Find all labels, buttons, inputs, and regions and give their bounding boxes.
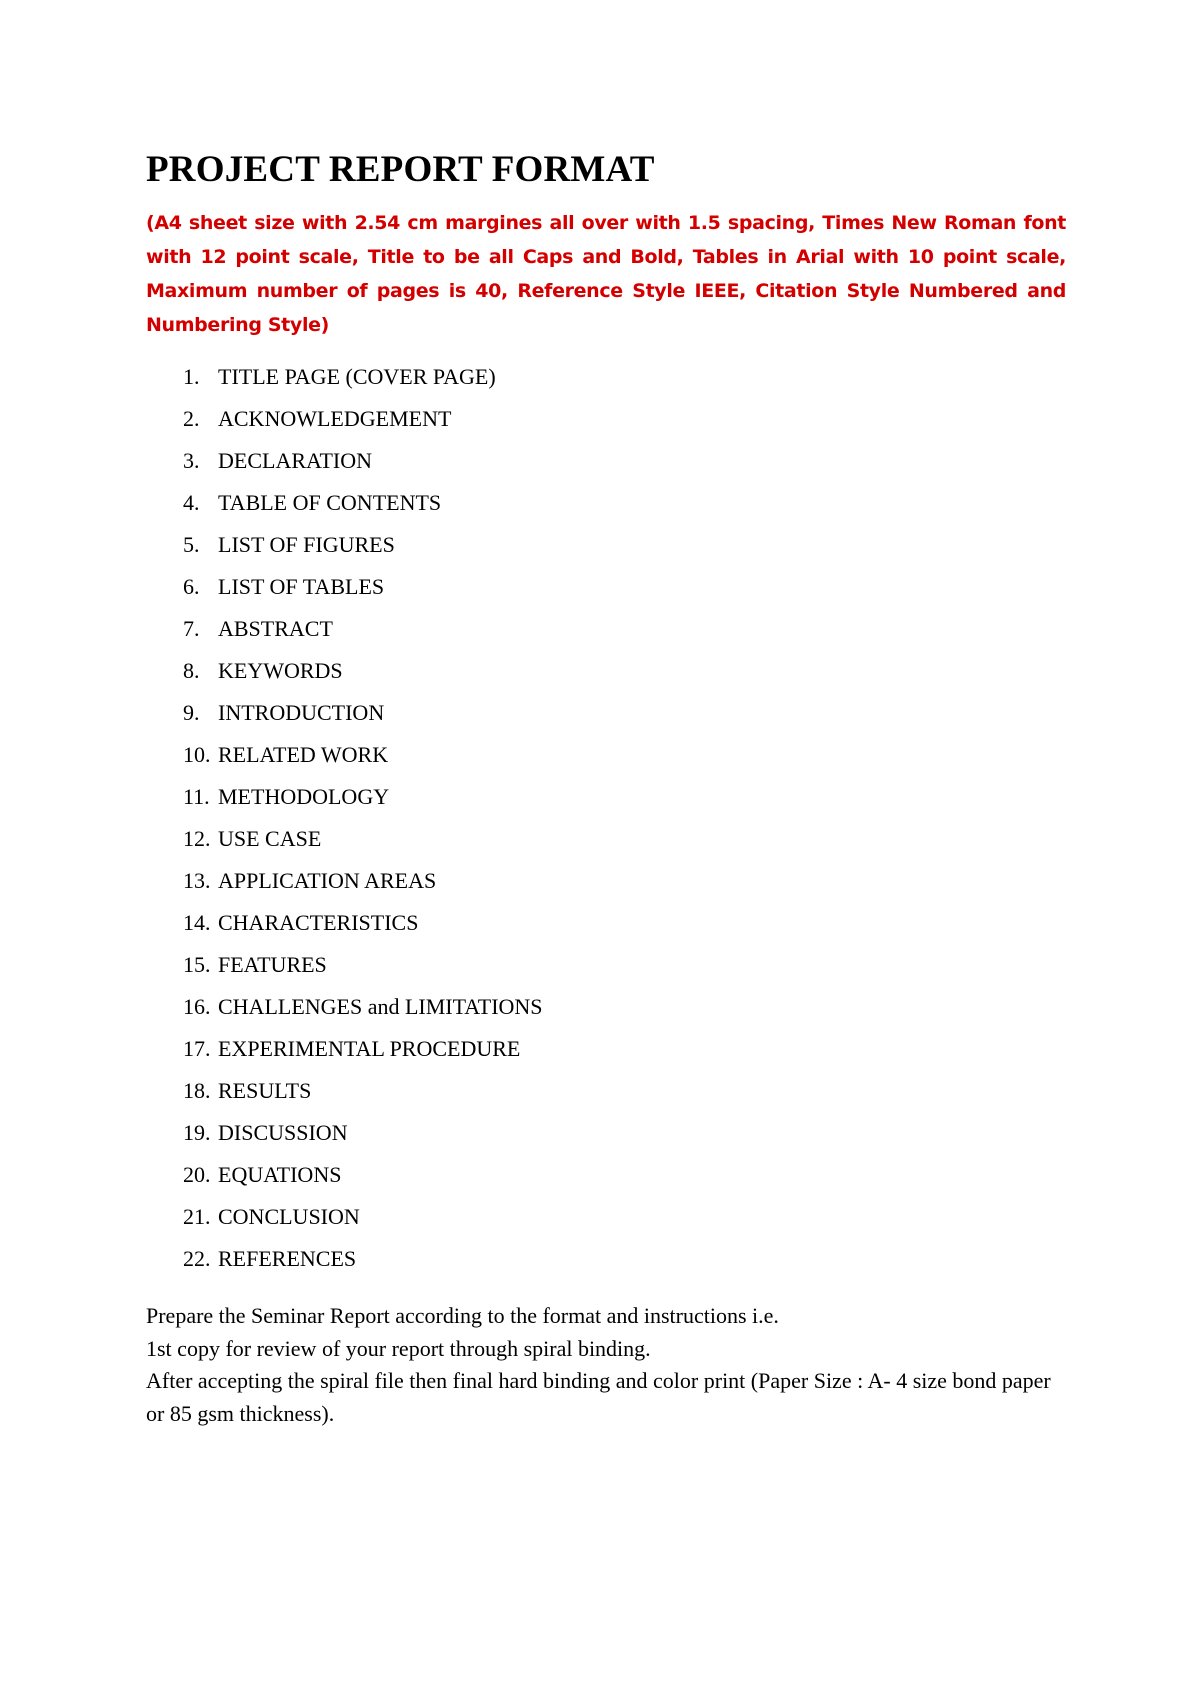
item-number: 20. xyxy=(183,1162,211,1187)
format-specifications: (A4 sheet size with 2.54 cm margines all over with 1.5 spacing, Times New Roman font with 12 point scale, Title to be all Caps and Bold, Tables in Arial with 10 point scale, Maximum number of pages is 40, Reference Style IEEE, Citation Style Numbered and Numbering Style) xyxy=(146,212,1066,336)
list-item xyxy=(146,1238,1066,1280)
item-label: CONCLUSION xyxy=(218,1204,360,1229)
page-title: PROJECT REPORT FORMAT xyxy=(146,149,655,190)
item-label: RELATED WORK xyxy=(218,742,389,767)
item-number: 1. xyxy=(183,364,200,389)
list-item xyxy=(146,1070,1066,1112)
list-item xyxy=(146,524,1066,566)
item-label: USE CASE xyxy=(218,826,322,851)
list-item xyxy=(146,1028,1066,1070)
list-item xyxy=(146,860,1066,902)
item-number: 2. xyxy=(183,406,200,431)
item-label: CHARACTERISTICS xyxy=(218,910,419,935)
item-number: 6. xyxy=(183,574,200,599)
item-label: LIST OF FIGURES xyxy=(218,532,395,557)
list-item xyxy=(146,692,1066,734)
list-item xyxy=(146,944,1066,986)
list-item xyxy=(146,734,1066,776)
item-number: 12. xyxy=(183,826,211,851)
item-label: CHALLENGES and LIMITATIONS xyxy=(218,994,543,1019)
item-number: 11. xyxy=(183,784,210,809)
report-sections-list xyxy=(146,356,1066,1280)
item-number: 9. xyxy=(183,700,200,725)
item-number: 15. xyxy=(183,952,211,977)
item-label: DECLARATION xyxy=(218,448,372,473)
item-number: 19. xyxy=(183,1120,211,1145)
list-item xyxy=(146,440,1066,482)
item-number: 3. xyxy=(183,448,200,473)
item-label: EXPERIMENTAL PROCEDURE xyxy=(218,1036,521,1061)
item-number: 8. xyxy=(183,658,200,683)
list-item xyxy=(146,1196,1066,1238)
item-label: ABSTRACT xyxy=(218,616,333,641)
item-label: METHODOLOGY xyxy=(218,784,390,809)
list-item xyxy=(146,776,1066,818)
list-item xyxy=(146,650,1066,692)
item-label: REFERENCES xyxy=(218,1246,357,1271)
list-item xyxy=(146,902,1066,944)
instructions-block xyxy=(146,1300,1066,1430)
item-number: 4. xyxy=(183,490,200,515)
item-number: 16. xyxy=(183,994,211,1019)
list-item xyxy=(146,1154,1066,1196)
item-label: RESULTS xyxy=(218,1078,312,1103)
item-number: 13. xyxy=(183,868,211,893)
item-number: 17. xyxy=(183,1036,211,1061)
item-label: DISCUSSION xyxy=(218,1120,348,1145)
item-number: 14. xyxy=(183,910,211,935)
list-item xyxy=(146,398,1066,440)
item-label: ACKNOWLEDGEMENT xyxy=(218,406,452,431)
item-number: 21. xyxy=(183,1204,211,1229)
list-item xyxy=(146,818,1066,860)
instruction-line: Prepare the Seminar Report according to the format and instructions i.e. xyxy=(146,1303,779,1328)
item-label: INTRODUCTION xyxy=(218,700,385,725)
item-label: LIST OF TABLES xyxy=(218,574,385,599)
item-label: TABLE OF CONTENTS xyxy=(218,490,442,515)
item-label: TITLE PAGE (COVER PAGE) xyxy=(218,364,496,389)
instruction-line: 1st copy for review of your report through spiral binding. xyxy=(146,1335,651,1361)
list-item xyxy=(146,1112,1066,1154)
list-item xyxy=(146,566,1066,608)
list-item xyxy=(146,482,1066,524)
document-content xyxy=(146,146,1066,1430)
item-number: 18. xyxy=(183,1078,211,1103)
item-label: KEYWORDS xyxy=(218,658,343,683)
item-label: EQUATIONS xyxy=(218,1162,342,1187)
list-item xyxy=(146,986,1066,1028)
instruction-line: After accepting the spiral file then final hard binding and color print (Paper Size : A- 4 size bond paper or 85 gsm thickness). xyxy=(146,1368,1051,1426)
item-number: 7. xyxy=(183,616,200,641)
list-item xyxy=(146,608,1066,650)
item-number: 5. xyxy=(183,532,200,557)
item-number: 10. xyxy=(183,742,211,767)
list-item xyxy=(146,356,1066,398)
item-number: 22. xyxy=(183,1246,211,1271)
item-label: APPLICATION AREAS xyxy=(218,868,437,893)
item-label: FEATURES xyxy=(218,952,327,977)
